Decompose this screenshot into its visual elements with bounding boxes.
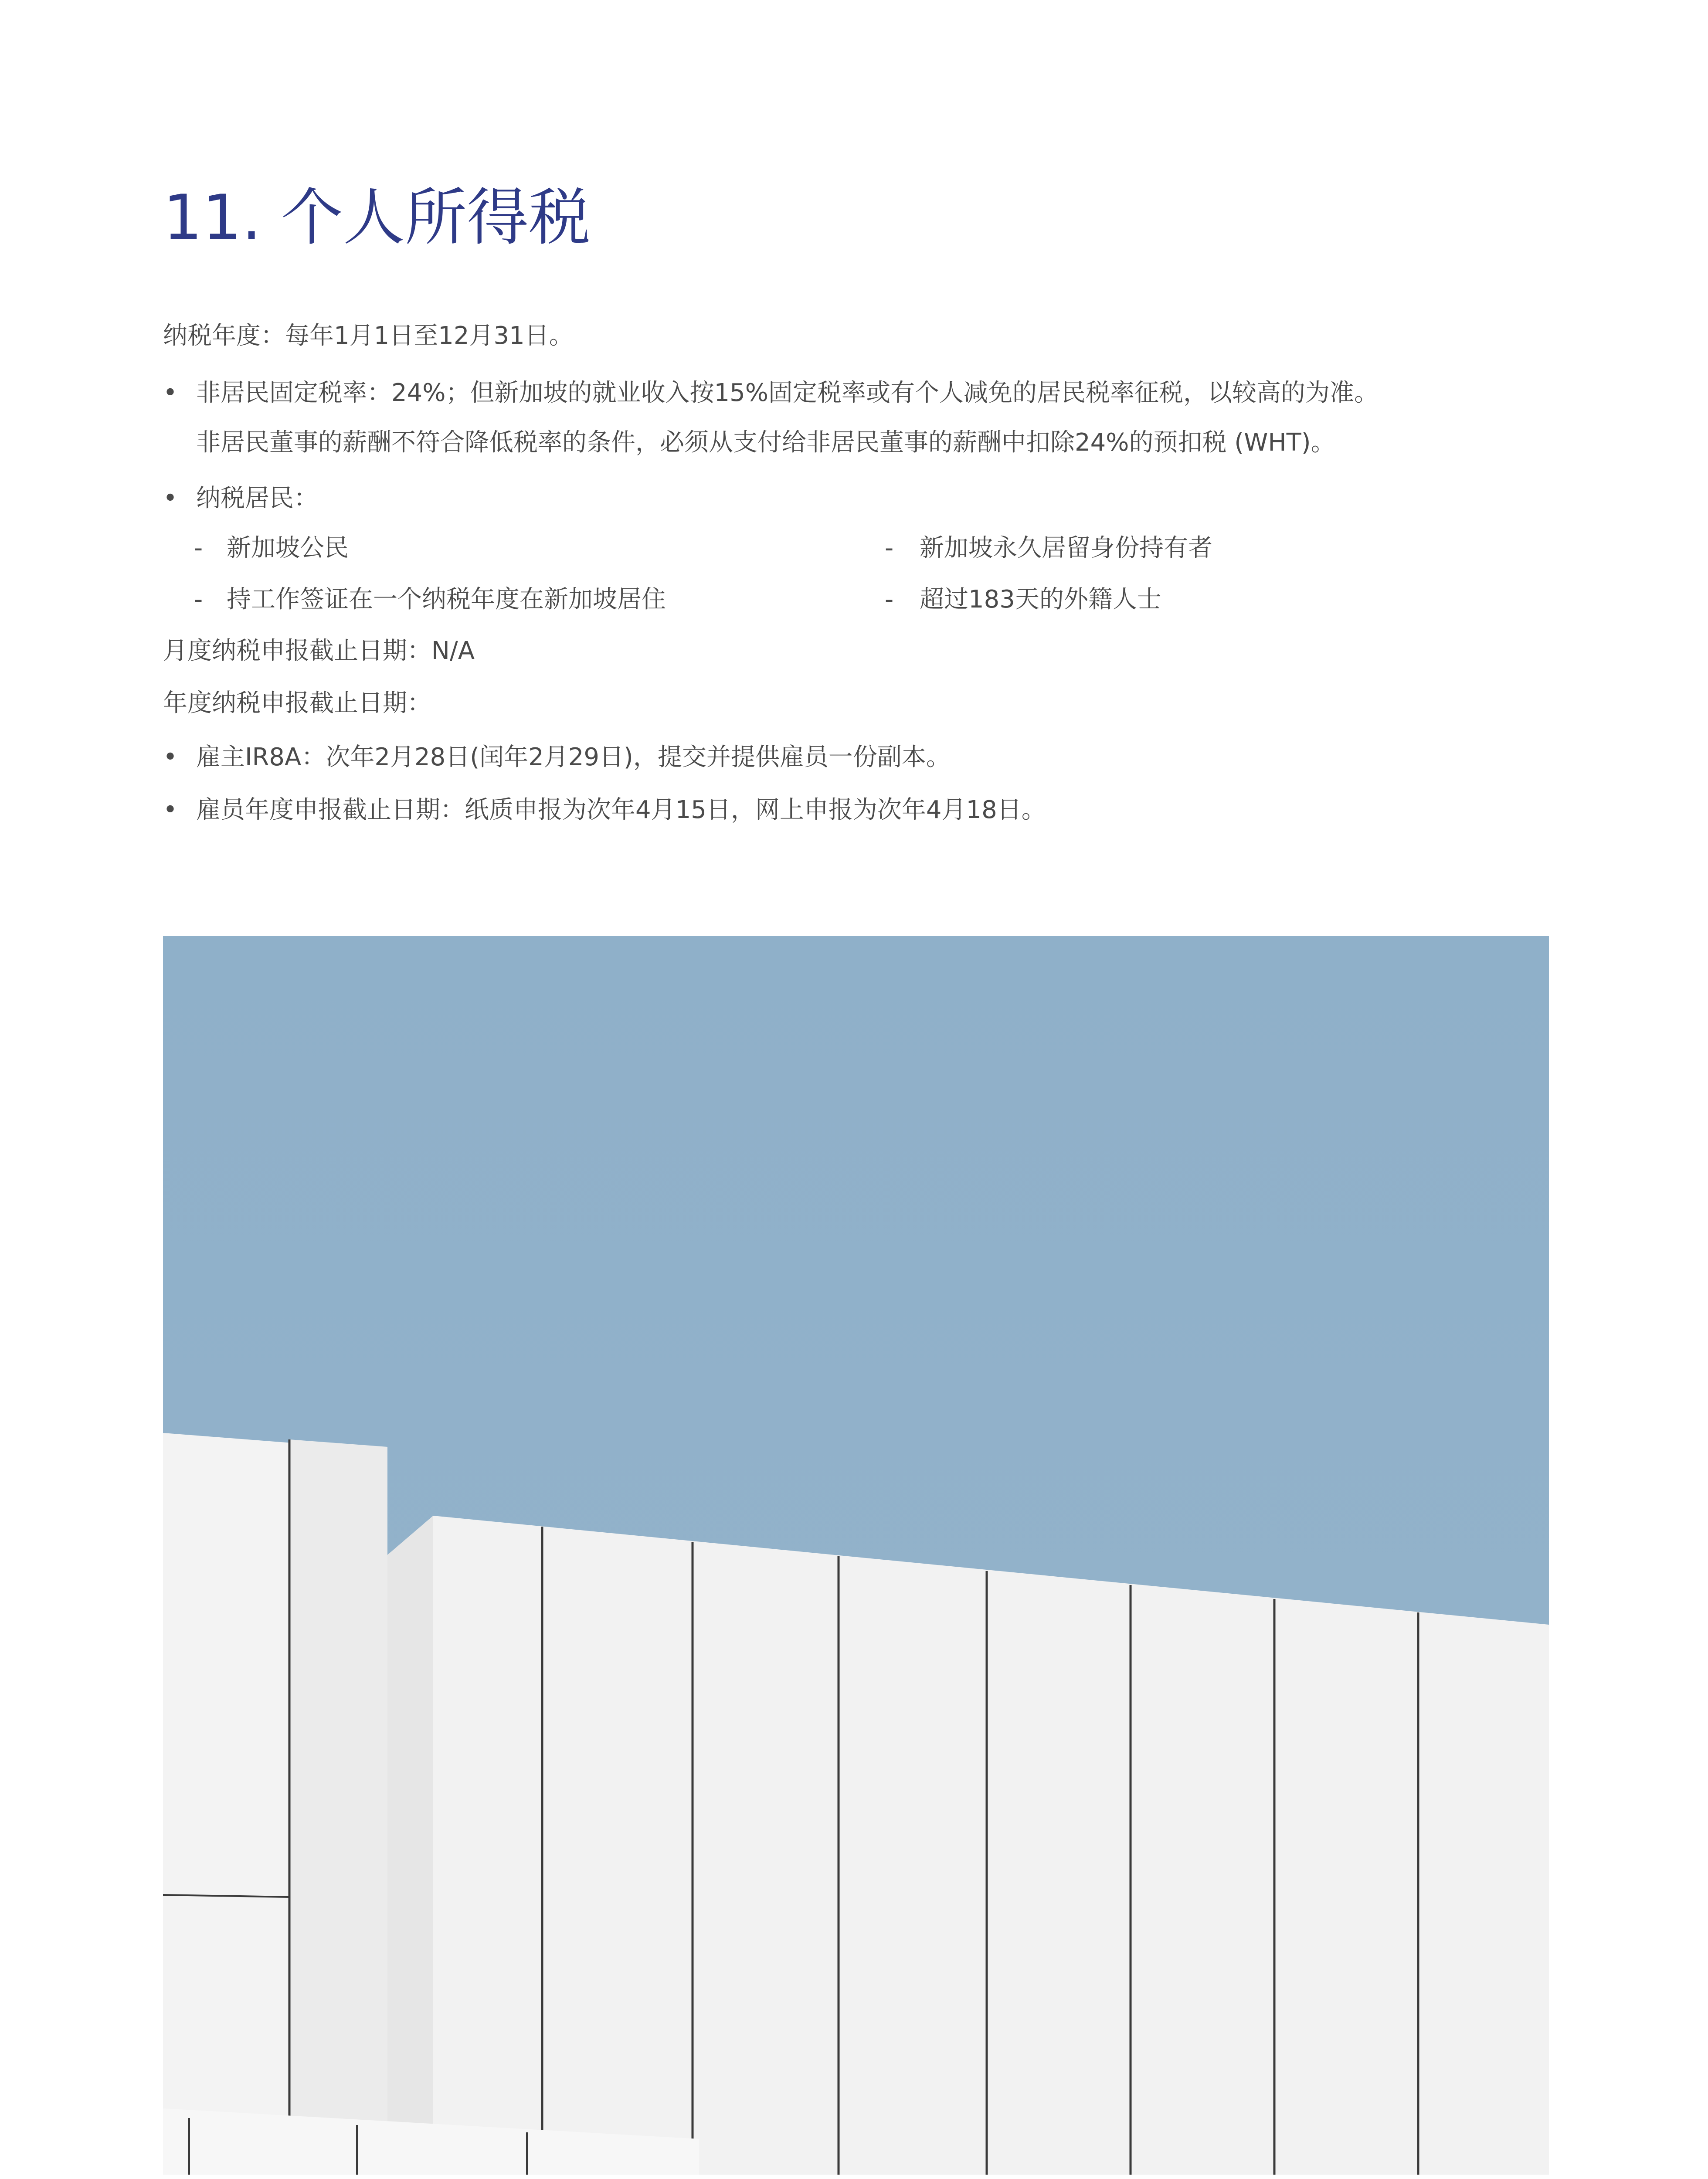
tax-resident-item: 新加坡公民: [227, 534, 349, 562]
dash-icon: -: [885, 585, 894, 614]
dash-icon: -: [194, 534, 203, 562]
non-resident-rate-text: 非居民固定税率：24%；但新加坡的就业收入按15%固定税率或有个人减免的居民税率征税，以较高的为准。: [196, 379, 1379, 407]
tax-resident-item: 持工作签证在一个纳税年度在新加坡居住: [227, 585, 666, 614]
dash-icon: -: [885, 534, 894, 562]
page-title: 11. 个人所得税: [163, 182, 591, 254]
annual-deadline-label: 年度纳税申报截止日期：: [163, 689, 431, 717]
bullet-icon: •: [163, 796, 178, 824]
building-photo: [163, 936, 1549, 2175]
non-resident-director-text: 非居民董事的薪酬不符合降低税率的条件，必须从支付给非居民董事的薪酬中扣除24%的预扣税 (WHT)。: [196, 428, 1335, 457]
building-block-main-corner: [387, 1516, 433, 2175]
annual-deadline-item: 雇主IR8A：次年2月28日(闰年2月29日)，提交并提供雇员一份副本。: [196, 743, 951, 771]
bullet-icon: •: [163, 743, 178, 771]
monthly-deadline-text: 月度纳税申报截止日期：N/A: [163, 637, 475, 665]
bullet-icon: •: [163, 484, 178, 513]
annual-deadline-item: 雇员年度申报截止日期：纸质申报为次年4月15日，网上申报为次年4月18日。: [196, 796, 1046, 824]
tax-residents-label: 纳税居民：: [196, 484, 318, 513]
building-block-main: [387, 1516, 1549, 2175]
building-block-left-side: [289, 1439, 387, 2175]
bullet-icon: •: [163, 379, 178, 407]
tax-resident-item: 超过183天的外籍人士: [920, 585, 1161, 614]
tax-year-text: 纳税年度：每年1月1日至12月31日。: [163, 322, 574, 350]
dash-icon: -: [194, 585, 203, 614]
tax-resident-item: 新加坡永久居留身份持有者: [920, 534, 1212, 562]
building-illustration: [163, 936, 1549, 2175]
